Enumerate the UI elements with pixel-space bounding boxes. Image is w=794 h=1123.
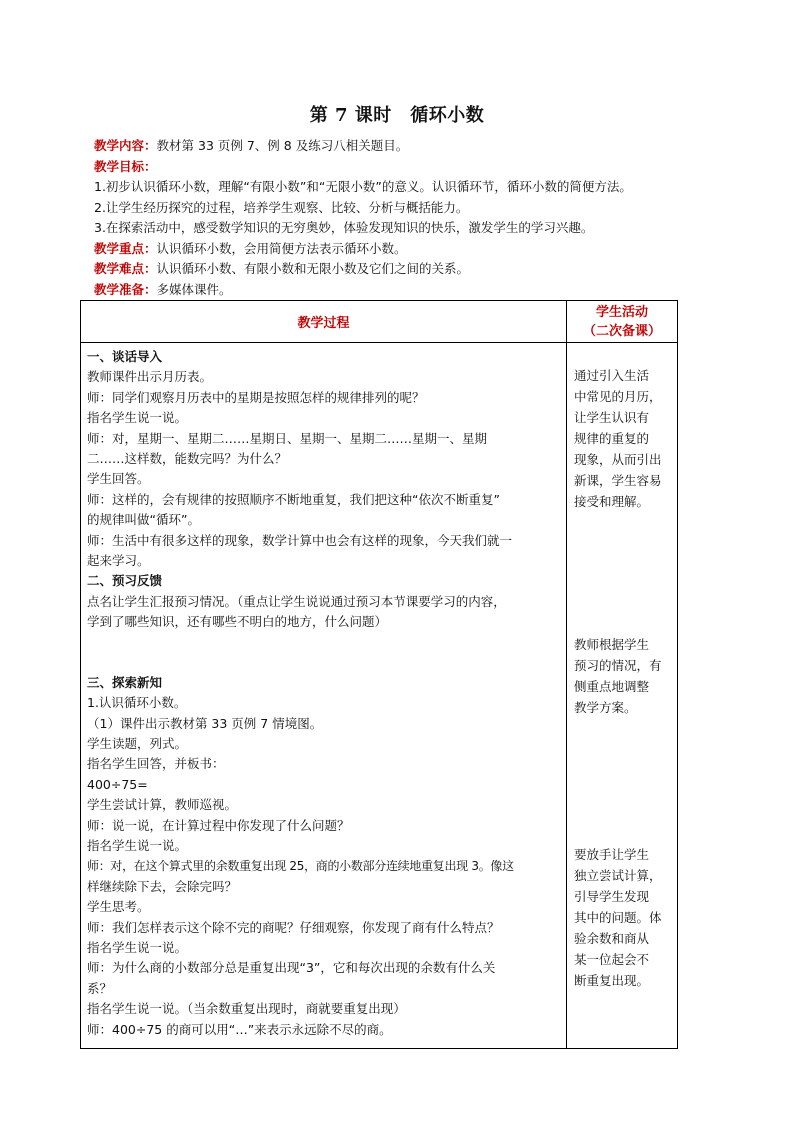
spacer [87,653,560,673]
process-line: 起来学习。 [87,553,150,569]
note-line: 接受和理解。 [574,494,650,509]
note-line: 新课，学生容易 [574,473,662,488]
key-text: 认识循环小数，会用简便方法表示循环小数。 [156,240,407,256]
note-line: 通过引入生活 [574,368,650,383]
difficulty-label: 教学难点： [94,261,157,276]
process-line: 学生回答。 [87,471,150,487]
prep-text: 多媒体课件。 [156,281,232,297]
process-line: 师：说一说，在计算过程中你发现了什么问题？ [87,817,350,833]
activity-header-line2: （二次备课） [582,323,661,339]
section-title: 一、谈话导入 [87,349,163,364]
activity-note [574,634,672,718]
process-line: 师：对，星期一、星期二……星期日、星期一、星期二……星期一、星期 [87,430,488,446]
process-line: 师：同学们观察月历表中的星期是按照怎样的规律排列的呢？ [87,389,425,405]
note-line: 验余数和商从 [574,931,650,946]
note-line: 其中的问题。体 [574,910,662,925]
note-line: 让学生认识有 [574,410,650,425]
content-row [94,136,734,157]
note-line: 侧重点地调整 [574,679,650,694]
section-title: 三、探索新知 [87,674,163,690]
note-line: 规律的重复的 [574,431,650,446]
process-line: 点名让学生汇报预习情况。（重点让学生说说通过预习本节课要学习的内容， [87,593,506,609]
process-line: 指名学生说一说。 [87,939,188,955]
process-line: 1.认识循环小数。 [87,695,187,711]
activity-note [574,365,672,512]
note-line: 某一位起会不 [574,952,650,967]
prep-label: 教学准备： [94,281,157,297]
page-title: 第 7 课时 循环小数 [309,105,485,126]
activity-header [567,301,678,343]
process-line: （1）课件出示教材第 33 页例 7 情境图。 [87,715,323,731]
goal-item: 1.初步认识循环小数，理解“有限小数”和“无限小数”的意义。认识循环节，循环小数的简便方法。 [94,179,632,194]
lesson-meta [94,136,734,300]
process-line: 师：400÷75 的商可以用“…”来表示永远除不尽的商。 [87,1021,392,1037]
note-line: 中常见的月历， [574,389,662,404]
prep-row [94,280,734,301]
note-line: 教学方案。 [574,700,637,715]
process-body [81,343,567,1049]
process-line: 指名学生说一说。 [87,837,188,853]
difficulty-row [94,259,734,280]
process-line: 师：对，在这个算式里的余数重复出现 25，商的小数部分连续地重复出现 3。像这 [87,859,514,874]
key-row [94,239,734,260]
process-line: 指名学生回答，并板书： [87,756,225,772]
process-line: 系？ [87,980,113,996]
activity-header-line1: 学生活动 [595,304,648,320]
process-line: 学生尝试计算，教师巡视。 [87,797,238,813]
process-line: 的规律叫做“循环”。 [87,512,200,528]
note-line: 独立尝试计算， [574,868,662,883]
activity-body [567,343,678,1049]
note-line: 教师根据学生 [574,637,650,652]
process-line: 教师课件出示月历表。 [87,369,213,385]
spacer [87,633,560,653]
process-header [81,301,567,343]
goal-label: 教学目标： [94,158,157,174]
process-line: 学生读题，列式。 [87,735,188,751]
note-line: 要放手让学生 [574,847,650,862]
process-line: 学生思考。 [87,899,150,915]
goal-item: 2.让学生经历探究的过程，培养学生观察、比较、分析与概括能力。 [94,199,469,215]
activity-note [574,844,672,991]
process-line: 400÷75= [87,776,148,792]
process-line: 指名学生说一说。（当余数重复出现时，商就要重复出现） [87,1001,406,1017]
note-line: 引导学生发现 [574,889,650,904]
difficulty-text: 认识循环小数、有限小数和无限小数及它们之间的关系。 [156,261,470,276]
process-line: 二……这样数，能数完吗？为什么？ [87,451,288,467]
content-label: 教学内容： [94,138,157,153]
process-line: 师：生活中有很多这样的现象，数学计算中也会有这样的现象，今天我们就一 [87,532,513,548]
process-line: 样继续除下去，会除完吗？ [87,878,238,894]
lesson-table [80,300,678,1049]
process-header-label: 教学过程 [297,316,350,331]
section-title: 二、预习反馈 [87,573,163,589]
goal-item: 3.在探索活动中，感受数学知识的无穷奥妙，体验发现知识的快乐，激发学生的学习兴趣。 [94,220,594,235]
note-line: 断重复出现。 [574,973,650,988]
process-line: 师：这样的，会有规律的按照顺序不断地重复，我们把这种“依次不断重复” [87,491,500,507]
note-line: 预习的情况，有 [574,658,662,673]
process-line: 学到了哪些知识，还有哪些不明白的地方，什么问题） [87,614,388,630]
note-line: 现象，从而引出 [574,452,662,467]
content-text: 教材第 33 页例 7、例 8 及练习八相关题目。 [156,138,409,153]
key-label: 教学重点： [94,240,157,256]
process-line: 师：我们怎样表示这个除不完的商呢？仔细观察，你发现了商有什么特点？ [87,919,500,935]
process-line: 指名学生说一说。 [87,410,188,426]
process-line: 师：为什么商的小数部分总是重复出现“3”，它和每次出现的余数有什么关 [87,960,496,976]
goal-row [94,157,734,178]
